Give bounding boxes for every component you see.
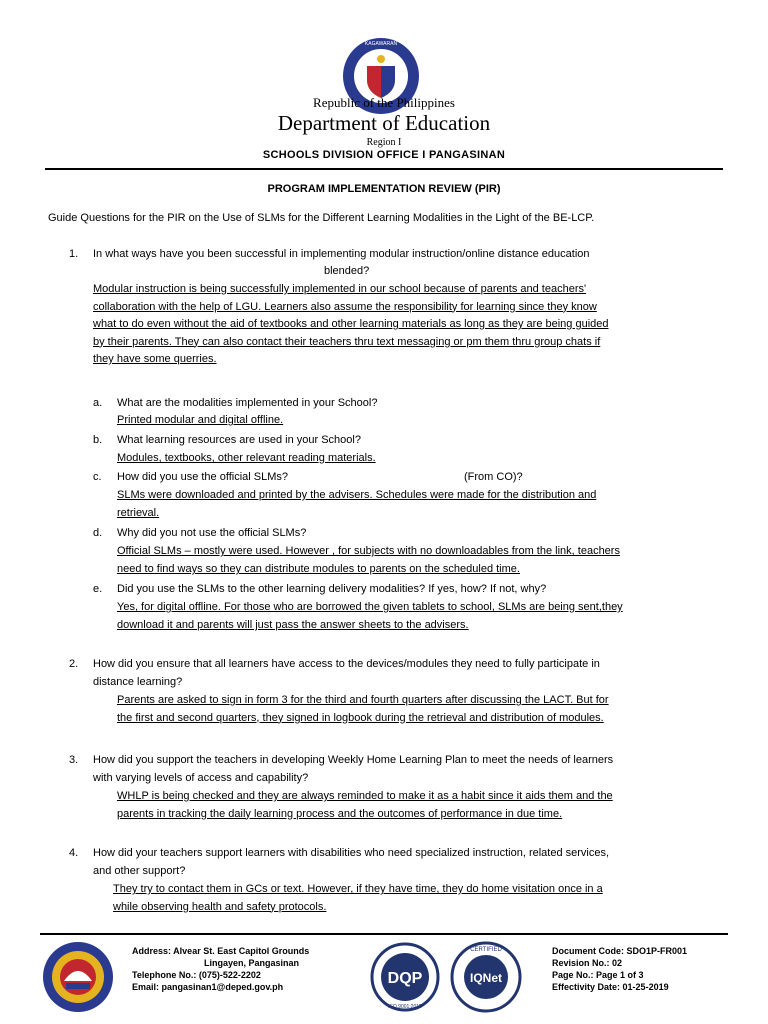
q1b-question: What learning resources are used in your School? (117, 434, 361, 446)
division-label: SCHOOLS DIVISION OFFICE I PANGASINAN (262, 149, 506, 161)
republic-label: Republic of the Philippines (313, 95, 455, 110)
q1d-letter: d. (93, 527, 103, 539)
q4-text-line: and other support? (93, 865, 186, 877)
q1d-question: Why did you not use the official SLMs? (117, 527, 307, 539)
q1-answer-line: what to do even without the aid of textbooks and other learning materials as long as they are being guided (93, 318, 609, 330)
page-row (552, 969, 687, 981)
q1-answer (93, 281, 723, 369)
revision-label: Revision No.: (552, 958, 610, 968)
address-line: Lingayen, Pangasinan (204, 958, 300, 968)
svg-text:DQP: DQP (387, 970, 423, 987)
page-value: Page 1 of 3 (596, 970, 644, 980)
document-title: PROGRAM IMPLEMENTATION REVIEW (PIR) (267, 183, 501, 195)
telephone-value: (075)-522-2202 (198, 970, 261, 980)
revision-row (552, 957, 687, 969)
telephone-row (132, 969, 309, 981)
page-label: Page No.: (552, 970, 594, 980)
q2-text-line: distance learning? (93, 676, 183, 688)
q3-answer-line: WHLP is being checked and they are always reminded to make it as a habit since it aids them and the (117, 790, 613, 802)
q1-number: 1. (69, 248, 79, 260)
q1a-answer: Printed modular and digital offline. (117, 414, 284, 426)
header-divider (45, 168, 723, 170)
footer-document-info (552, 945, 687, 993)
svg-text:IQNet: IQNet (469, 971, 503, 985)
svg-text:KAGAWARAN: KAGAWARAN (364, 41, 398, 47)
svg-text:CERTIFIED: CERTIFIED (470, 947, 502, 953)
q1c-question-extra: (From CO)? (464, 471, 523, 483)
q1c-question: How did you use the official SLMs? (117, 471, 288, 483)
svg-text:ISO 9001:2015: ISO 9001:2015 (388, 1004, 422, 1010)
q1c-answer-line: SLMs were downloaded and printed by the advisers. Schedules were made for the distribution and (117, 489, 597, 501)
effectivity-value: 01-25-2019 (622, 982, 669, 992)
q1d-answer-line: need to find ways so they can distribute modules to parents on the scheduled time. (117, 563, 520, 575)
q4-answer-line: while observing health and safety protocols. (113, 900, 327, 913)
dqp-iso-logo (370, 940, 440, 1014)
q1b-letter: b. (93, 434, 103, 446)
q3-number: 3. (69, 754, 79, 766)
telephone-label: Telephone No.: (132, 970, 197, 980)
q1-answer-line: by their parents. They can also contact their teachers thru text messaging or pm them thru group chats if (93, 335, 601, 348)
email-label: Email: (132, 982, 160, 992)
q1-text-line2: blended? (324, 265, 370, 277)
region-label: Region I (366, 137, 402, 148)
q3-text-line: How did you support the teachers in developing Weekly Home Learning Plan to meet the needs of learners (93, 754, 614, 766)
address-line: Address: Alvear St. East Capitol Grounds (132, 946, 310, 956)
document-code-label: Document Code: (552, 946, 624, 956)
q1a-question: What are the modalities implemented in your School? (117, 397, 378, 409)
q3-answer (117, 788, 723, 823)
department-title: Department of Education (277, 111, 491, 135)
q1a-letter: a. (93, 397, 103, 409)
q2-answer-line: the first and second quarters, they signed in logbook during the retrieval and distribution of modules. (117, 711, 604, 724)
q3-answer-line: parents in tracking the daily learning process and the outcomes of performance in due time. (117, 807, 563, 820)
q1-answer-line: they have some querries. (93, 353, 217, 365)
footer-divider (40, 933, 728, 935)
revision-value: 02 (612, 958, 623, 968)
q1e-letter: e. (93, 583, 103, 595)
effectivity-label: Effectivity Date: (552, 982, 621, 992)
q4-answer (113, 881, 723, 916)
q1d-answer-line: Official SLMs – mostly were used. However , for subjects with no downloadables from the link, teachers (117, 545, 620, 557)
email-value: pangasinan1@deped.gov.ph (161, 982, 284, 992)
q1c-answer-line: retrieval. (117, 507, 160, 519)
q1e-answer-line: download it and parents will just pass the answer sheets to the advisers. (117, 619, 469, 631)
document-code-row (552, 945, 687, 957)
q1-answer-line: collaboration with the help of LGU. Learners also assume the responsibility for learning since they know (93, 300, 597, 313)
q1e-answer-line: Yes, for digital offline. For those who are borrowed the given tablets to school, SLMs are being sent,they (117, 601, 623, 613)
document-code-value: SDO1P-FR001 (626, 946, 688, 956)
q1-text-line1: In what ways have you been successful in implementing modular instruction/online distance education (93, 248, 590, 260)
footer-address (132, 945, 309, 993)
q2-answer (117, 692, 723, 727)
q4-text-line: How did your teachers support learners with disabilities who need specialized instruction, related services, (93, 847, 610, 859)
q1c-letter: c. (93, 471, 102, 483)
q4-answer-line: They try to contact them in GCs or text. However, if they have time, they do home visitation once in a (113, 883, 603, 895)
email-row (132, 981, 309, 993)
sdo-pangasinan-seal-logo (42, 941, 114, 1013)
q1b-answer: Modules, textbooks, other relevant reading materials. (117, 452, 376, 464)
q2-answer-line: Parents are asked to sign in form 3 for the third and fourth quarters after discussing the LACT. But for (117, 694, 609, 706)
q4-number: 4. (69, 847, 79, 859)
q2-text-line: How did you ensure that all learners have access to the devices/modules they need to fully participate in (93, 658, 600, 670)
q1-answer-line: Modular instruction is being successfully implemented in our school because of parents and teachers' (93, 283, 587, 295)
iqnet-certified-logo (450, 940, 522, 1014)
effectivity-row (552, 981, 687, 993)
guide-text: Guide Questions for the PIR on the Use of SLMs for the Different Learning Modalities in the Light of the BE-LCP. (48, 212, 595, 224)
q3-text-line: with varying levels of access and capability? (93, 772, 309, 784)
q2-number: 2. (69, 658, 79, 670)
q1e-question: Did you use the SLMs to the other learning delivery modalities? If yes, how? If not, why? (117, 583, 547, 595)
